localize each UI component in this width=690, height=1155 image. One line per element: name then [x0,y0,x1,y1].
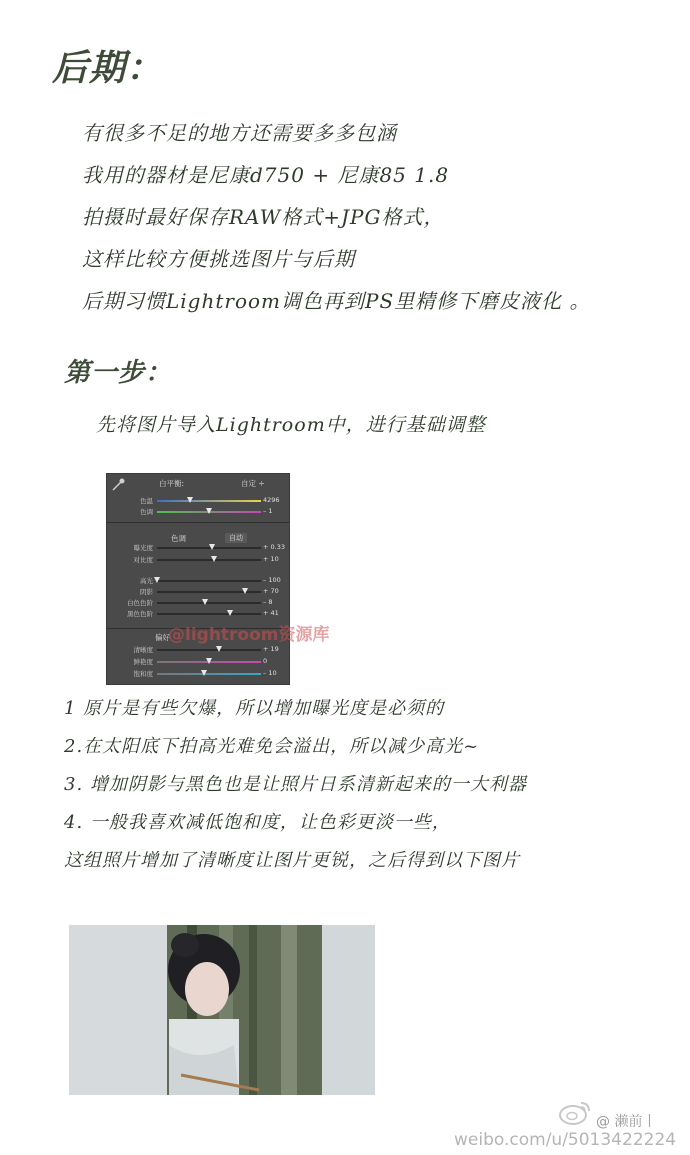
result-photo [69,925,375,1095]
slider-value: + 10 [263,555,279,563]
slider-track [157,613,261,615]
slider-thumb [202,599,208,605]
note-line: 这组照片增加了清晰度让图片更锐，之后得到以下图片 [64,850,520,871]
slider-thumb [154,577,160,583]
intro-line: 有很多不足的地方还需要多多包涵 [82,121,397,145]
slider-value: – 1 [263,507,273,515]
slider-row [107,598,289,608]
slider-row [107,657,289,667]
auto-button: 自动 [225,533,247,543]
weibo-username: @ 濑前丨 [596,1114,657,1130]
slider-track [157,580,261,582]
slider-track [157,673,261,675]
slider-thumb [216,646,222,652]
slider-track [157,559,261,561]
slider-value: 4296 [263,496,280,504]
slider-label: 鲜艳度 [133,658,153,666]
intro-line: 这样比较方便挑选图片与后期 [82,247,355,271]
slider-row [107,669,289,679]
slider-thumb [187,497,193,503]
slider-track [157,649,261,651]
lightroom-basic-panel [106,473,290,685]
adjustment-notes [64,690,527,880]
weibo-url: weibo.com/u/5013422224 [454,1130,677,1150]
slider-thumb [242,588,248,594]
slider-row [107,507,289,517]
slider-thumb [227,610,233,616]
slider-track [157,602,261,604]
slider-label: 黑色色阶 [127,610,153,618]
slider-value: 0 [263,657,268,665]
slider-thumb [206,508,212,514]
slider-row [107,576,289,586]
slider-row [107,543,289,553]
slider-label: 饱和度 [133,670,153,678]
step-description: 先将图片导入Lightroom中，进行基础调整 [96,414,486,436]
slider-value: – 8 [263,598,273,606]
slider-label: 白色色阶 [127,599,153,607]
slider-label: 高光 [140,577,153,585]
slider-value: – 10 [263,669,277,677]
note-line: 1 原片是有些欠爆，所以增加曝光度是必须的 [64,698,445,719]
watermark-text: @lightroom资源库 [168,625,330,645]
slider-value: + 41 [263,609,279,617]
tone-label: 色调 [171,534,186,543]
slider-row [107,496,289,506]
slider-value: – 100 [263,576,281,584]
slider-row [107,609,289,619]
white-balance-value: 自定 ÷ [241,479,265,488]
white-balance-label: 白平衡: [159,479,185,488]
slider-thumb [201,670,207,676]
slider-row [107,645,289,655]
slider-label: 曝光度 [133,544,153,552]
presence-label: 偏好 [155,633,170,642]
slider-row [107,555,289,565]
slider-label: 色调 [140,508,153,516]
eyedropper-icon [110,477,126,493]
slider-track [157,500,261,502]
slider-value: + 19 [263,645,279,653]
slider-row [107,587,289,597]
note-line: 4. 一般我喜欢减低饱和度，让色彩更淡一些， [64,812,451,833]
page-title: 后期： [52,47,164,89]
slider-label: 色温 [140,497,153,505]
slider-label: 清晰度 [133,646,153,654]
intro-line: 后期习惯Lightroom调色再到PS里精修下磨皮液化 。 [82,289,591,313]
slider-thumb [209,544,215,550]
slider-value: + 70 [263,587,279,595]
intro-line: 我用的器材是尼康d750 + 尼康85 1.8 [82,163,450,187]
intro-text [82,112,591,322]
slider-label: 阴影 [140,588,153,596]
slider-thumb [211,556,217,562]
slider-thumb [206,658,212,664]
intro-line: 拍摄时最好保存RAW格式+JPG格式， [82,205,445,229]
note-line: 2.在太阳底下拍高光难免会溢出，所以减少高光~ [64,736,480,757]
note-line: 3. 增加阴影与黑色也是让照片日系清新起来的一大利器 [64,774,527,795]
panel-divider [107,522,289,523]
slider-value: + 0.33 [263,543,285,551]
weibo-logo-icon [557,1098,593,1126]
slider-label: 对比度 [133,556,153,564]
step-title: 第一步： [64,358,173,388]
